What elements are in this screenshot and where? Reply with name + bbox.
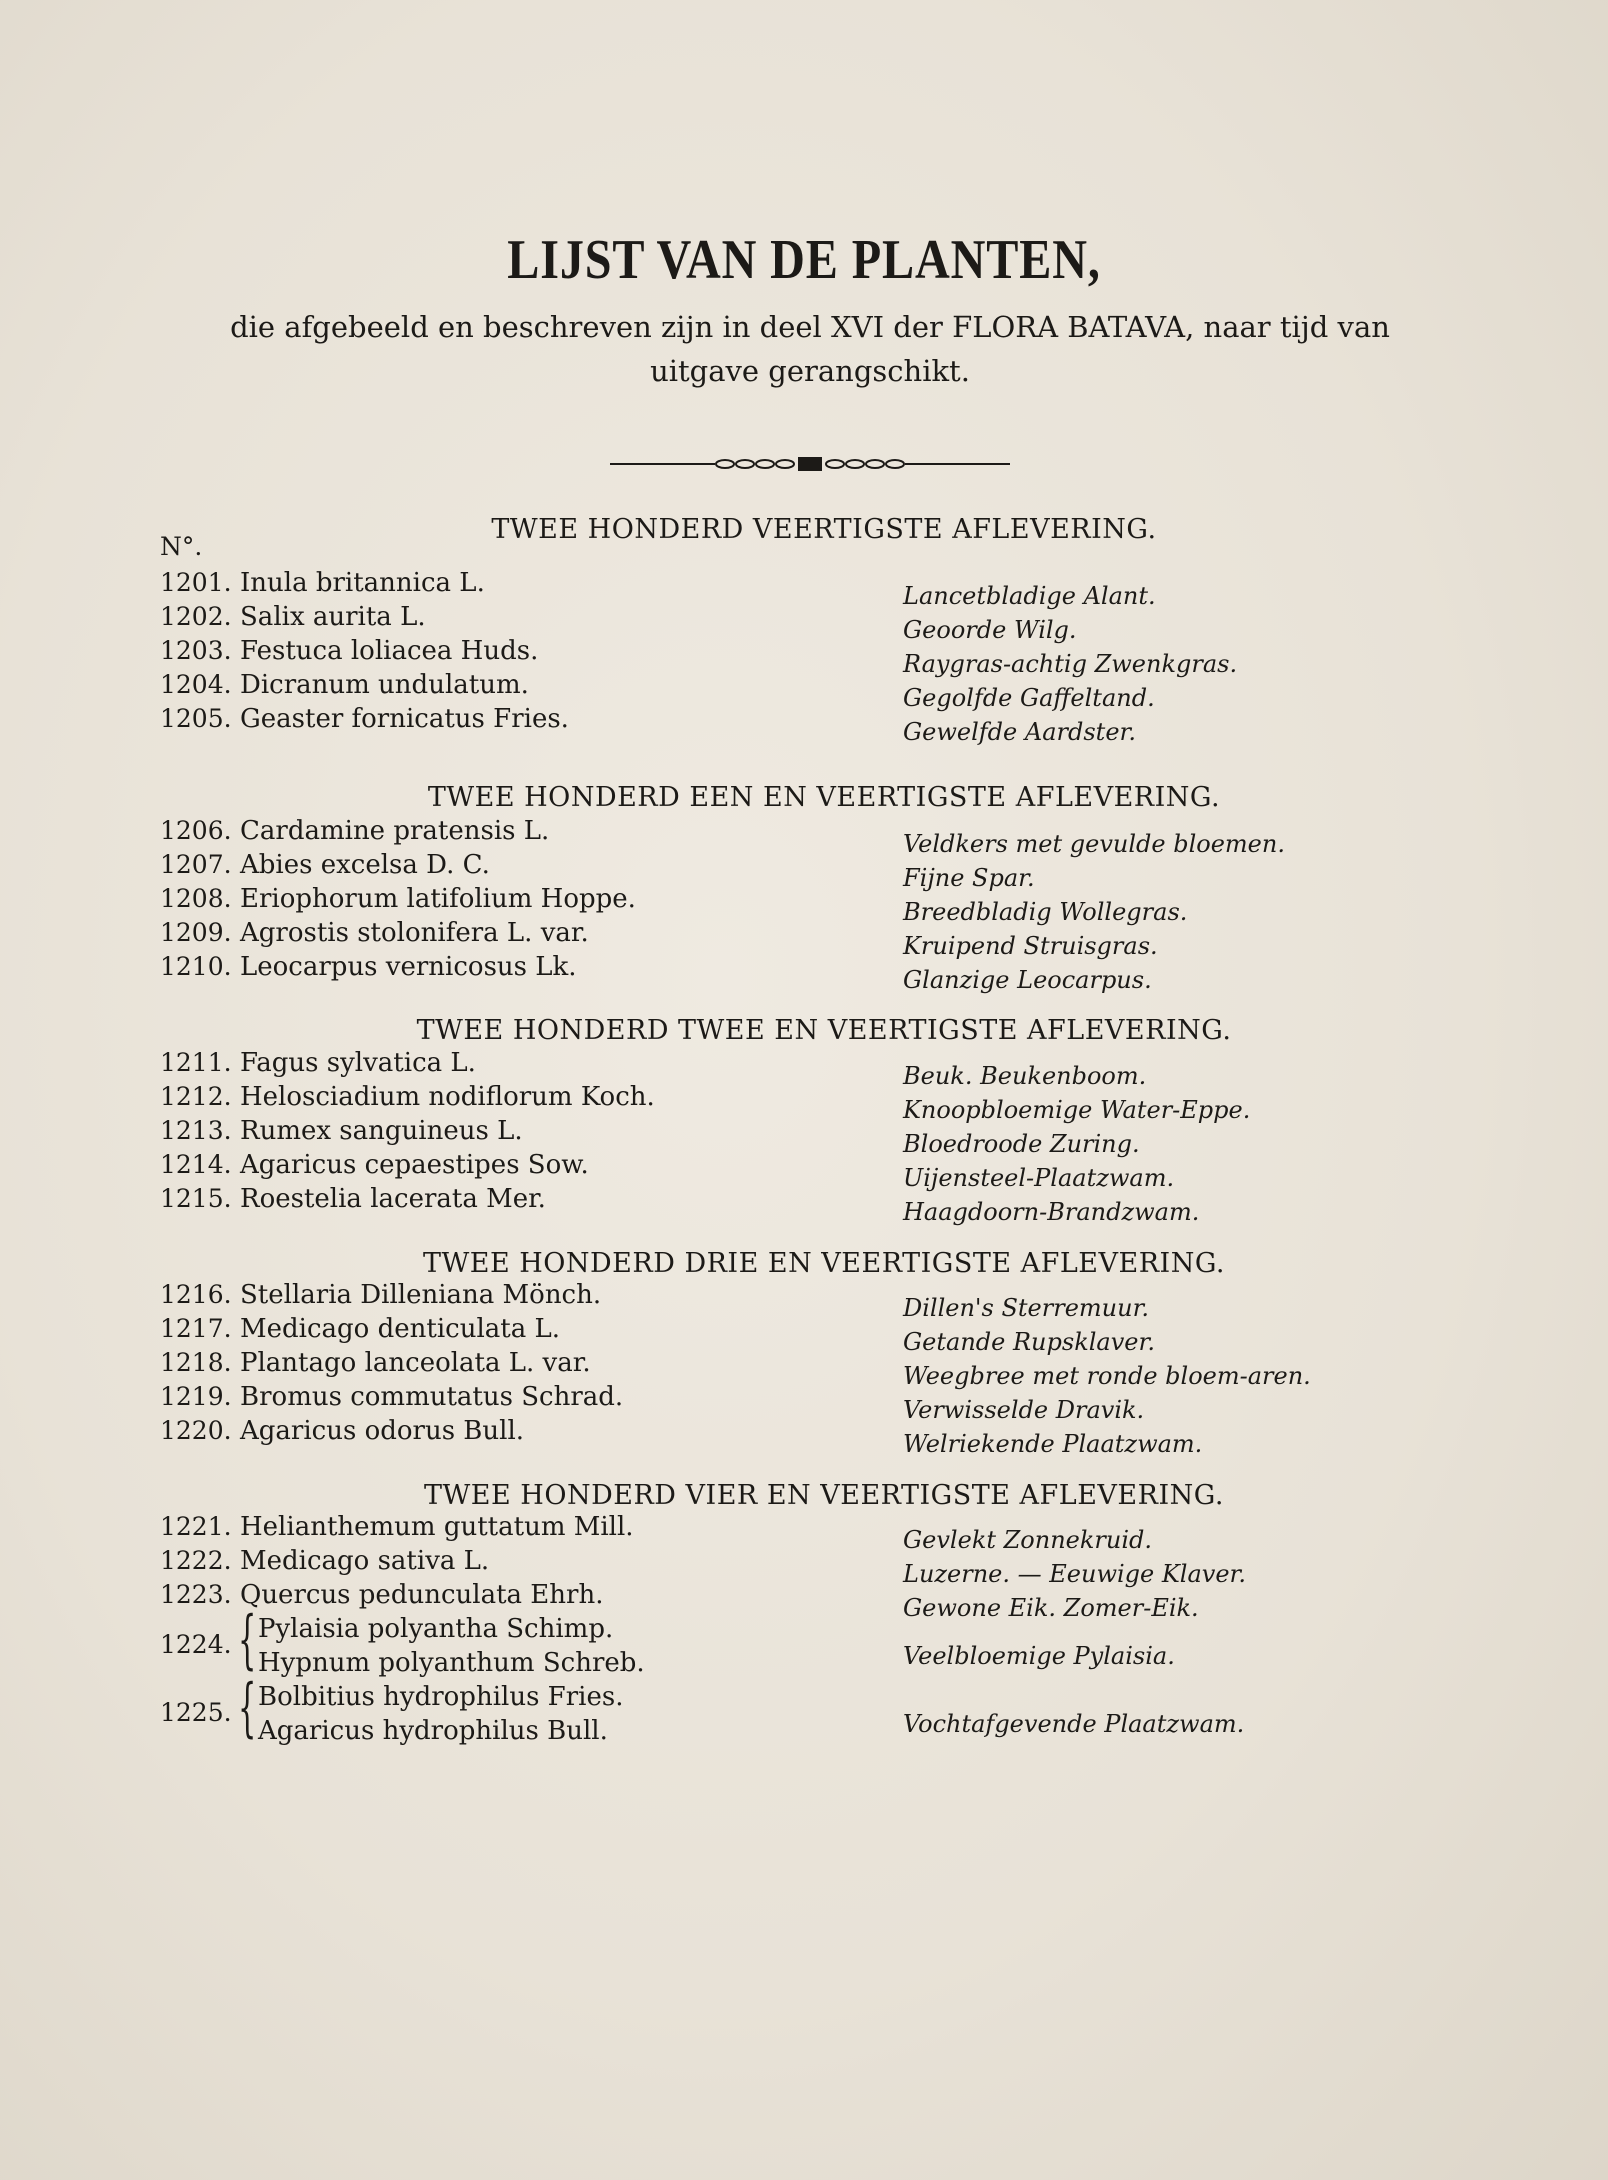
entry-number: 1215. [160, 1184, 232, 1213]
latin-name: Roestelia lacerata Mer. [240, 1184, 546, 1214]
dutch-name: Glanzige Leocarpus. [903, 966, 1152, 994]
plant-entry [0, 602, 1608, 644]
latin-name: Leocarpus vernicosus Lk. [240, 952, 577, 982]
plant-entry [0, 952, 1608, 994]
latin-name: Cardamine pratensis L. [240, 816, 550, 846]
latin-name: Dicranum undulatum. [240, 670, 529, 700]
dutch-name: Gevlekt Zonnekruid. [903, 1526, 1153, 1554]
latin-name: Medicago denticulata L. [240, 1314, 560, 1344]
latin-name: Agaricus odorus Bull. [240, 1416, 525, 1446]
dutch-name: Lancetbladige Alant. [903, 582, 1156, 610]
plant-entry [0, 918, 1608, 960]
entry-number: 1218. [160, 1348, 232, 1377]
entry-number: 1203. [160, 636, 232, 665]
dutch-name: Breedbladig Wollegras. [903, 898, 1188, 926]
plant-entry [0, 1671, 1608, 1746]
entry-number: 1207. [160, 850, 232, 879]
latin-name: Hypnum polyanthum Schreb. [258, 1648, 645, 1678]
entry-number: 1210. [160, 952, 232, 981]
entry-number: 1216. [160, 1280, 232, 1309]
latin-name: Geaster fornicatus Fries. [240, 704, 569, 734]
entry-number: 1202. [160, 602, 232, 631]
page-subtitle [190, 305, 1430, 393]
entry-number: 1204. [160, 670, 232, 699]
entry-number: 1214. [160, 1150, 232, 1179]
subtitle-line-2: uitgave gerangschikt. [650, 354, 970, 388]
plant-entry [0, 884, 1608, 926]
plant-entry [0, 1512, 1608, 1554]
dutch-name: Weegbree met ronde bloem-aren. [903, 1362, 1311, 1390]
plant-entry [0, 568, 1608, 610]
entry-number: 1213. [160, 1116, 232, 1145]
plant-entry [0, 1382, 1608, 1424]
dutch-name: Raygras-achtig Zwenkgras. [903, 650, 1238, 678]
latin-name: Festuca loliacea Huds. [240, 636, 539, 666]
synonym-brace: { [238, 1603, 257, 1677]
ornament-divider [610, 452, 1010, 476]
dutch-name: Welriekende Plaatzwam. [903, 1430, 1203, 1458]
dutch-name: Verwisselde Dravik. [903, 1396, 1145, 1424]
plant-entry [0, 850, 1608, 892]
plant-entry [0, 670, 1608, 712]
entry-number: 1201. [160, 568, 232, 597]
latin-name: Agaricus cepaestipes Sow. [240, 1150, 589, 1180]
plant-entry [0, 704, 1608, 746]
entry-number: 1208. [160, 884, 232, 913]
latin-name: Eriophorum latifolium Hoppe. [240, 884, 636, 914]
latin-name: Helosciadium nodiflorum Koch. [240, 1082, 655, 1112]
plant-entry [0, 1150, 1608, 1192]
page-title: LIJST VAN DE PLANTEN, [507, 229, 1101, 291]
latin-name: Rumex sanguineus L. [240, 1116, 523, 1146]
plant-entry [0, 636, 1608, 678]
latin-name: Helianthemum guttatum Mill. [240, 1512, 634, 1542]
section-heading: TWEE HONDERD TWEE EN VEERTIGSTE AFLEVERING. [416, 1015, 1232, 1046]
dutch-name: Haagdoorn-Brandzwam. [903, 1198, 1200, 1226]
dutch-name: Knoopbloemige Water-Eppe. [903, 1096, 1251, 1124]
latin-name: Inula britannica L. [240, 568, 485, 598]
plant-entry [0, 1314, 1608, 1356]
plant-entry [0, 1116, 1608, 1158]
dutch-name: Geoorde Wilg. [903, 616, 1077, 644]
latin-name: Pylaisia polyantha Schimp. [258, 1614, 614, 1644]
number-column-label: N°. [160, 532, 203, 561]
section-heading: TWEE HONDERD VIER EN VEERTIGSTE AFLEVERING. [424, 1480, 1224, 1511]
latin-name: Quercus pedunculata Ehrh. [240, 1580, 604, 1610]
plant-entry [0, 1184, 1608, 1226]
dutch-name: Gegolfde Gaffeltand. [903, 684, 1155, 712]
entry-number: 1206. [160, 816, 232, 845]
dutch-name: Veldkers met gevulde bloemen. [903, 830, 1285, 858]
synonym-brace: { [238, 1671, 257, 1745]
latin-name: Salix aurita L. [240, 602, 426, 632]
dutch-name: Beuk. Beukenboom. [903, 1062, 1147, 1090]
latin-name: Medicago sativa L. [240, 1546, 490, 1576]
entry-number: 1211. [160, 1048, 232, 1077]
dutch-name: Bloedroode Zuring. [903, 1130, 1140, 1158]
entry-number: 1217. [160, 1314, 232, 1343]
latin-name: Bromus commutatus Schrad. [240, 1382, 624, 1412]
entry-number: 1212. [160, 1082, 232, 1111]
section-heading: TWEE HONDERD DRIE EN VEERTIGSTE AFLEVERING. [422, 1248, 1226, 1279]
plant-entry [0, 1048, 1608, 1090]
entry-number: 1223. [160, 1580, 232, 1609]
dutch-name: Gewone Eik. Zomer-Eik. [903, 1594, 1199, 1622]
dutch-name: Fijne Spar. [903, 864, 1035, 892]
dutch-name: Luzerne. — Eeuwige Klaver. [903, 1560, 1246, 1588]
latin-name: Agrostis stolonifera L. var. [240, 918, 589, 948]
plant-entry [0, 1280, 1608, 1322]
latin-name: Stellaria Dilleniana Mönch. [240, 1280, 602, 1310]
section-heading: TWEE HONDERD VEERTIGSTE AFLEVERING. [491, 514, 1157, 545]
entry-number: 1209. [160, 918, 232, 947]
plant-entry [0, 816, 1608, 858]
subtitle-line-1: die afgebeeld en beschreven zijn in deel XVI der FLORA BATAVA, naar tijd van [230, 310, 1390, 344]
entry-number: 1222. [160, 1546, 232, 1575]
latin-name: Abies excelsa D. C. [240, 850, 490, 880]
latin-name: Bolbitius hydrophilus Fries. [258, 1682, 624, 1712]
latin-name: Agaricus hydrophilus Bull. [258, 1716, 608, 1746]
latin-name: Plantago lanceolata L. var. [240, 1348, 591, 1378]
dutch-name: Veelbloemige Pylaisia. [903, 1642, 1175, 1670]
dutch-name: Gewelfde Aardster. [903, 718, 1136, 746]
entry-number: 1220. [160, 1416, 232, 1445]
plant-entry [0, 1348, 1608, 1390]
dutch-name: Vochtafgevende Plaatzwam. [903, 1710, 1245, 1738]
dutch-name: Uijensteel-Plaatzwam. [903, 1164, 1175, 1192]
entry-number: 1221. [160, 1512, 232, 1541]
dutch-name: Getande Rupsklaver. [903, 1328, 1155, 1356]
dutch-name: Dillen's Sterremuur. [903, 1294, 1150, 1322]
section-heading: TWEE HONDERD EEN EN VEERTIGSTE AFLEVERING. [427, 782, 1221, 813]
plant-entry [0, 1082, 1608, 1124]
entry-number: 1219. [160, 1382, 232, 1411]
entry-number: 1224. [160, 1630, 232, 1659]
plant-entry [0, 1416, 1608, 1458]
latin-name: Fagus sylvatica L. [240, 1048, 476, 1078]
dutch-name: Kruipend Struisgras. [903, 932, 1158, 960]
plant-entry [0, 1546, 1608, 1588]
entry-number: 1205. [160, 704, 232, 733]
entry-number: 1225. [160, 1698, 232, 1727]
